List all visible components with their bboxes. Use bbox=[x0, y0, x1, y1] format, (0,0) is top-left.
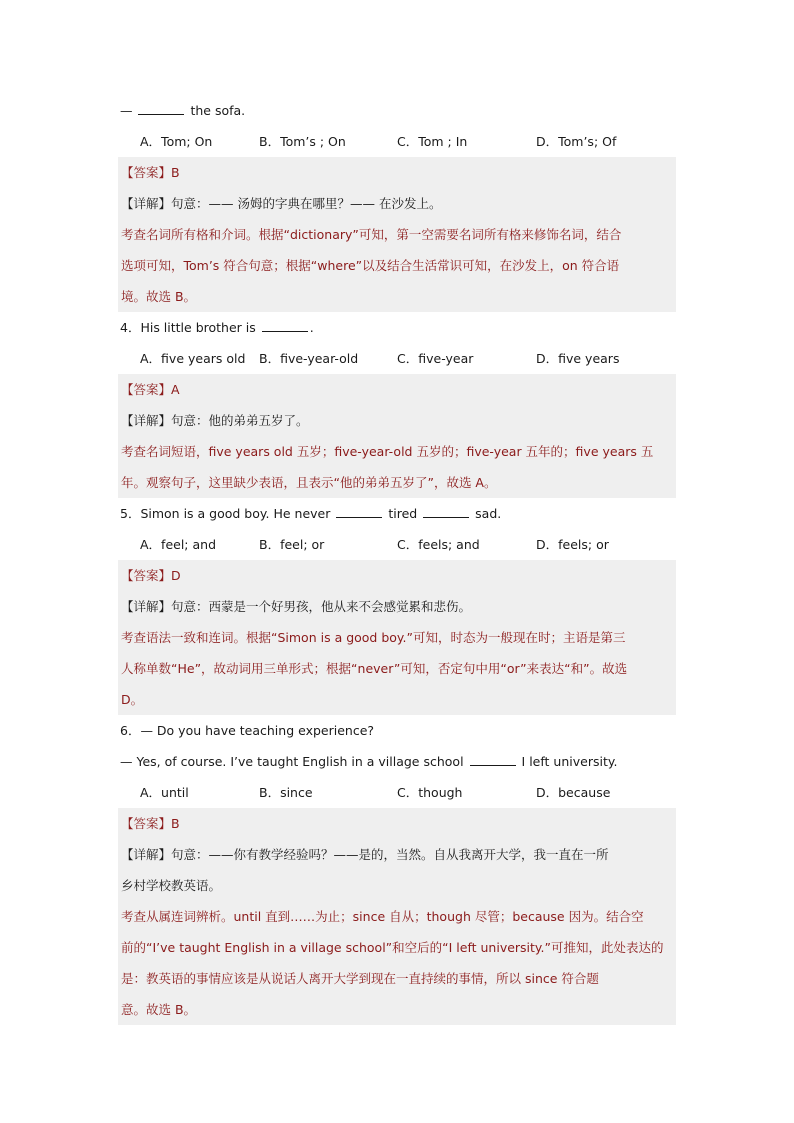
question-5-answer-block bbox=[118, 560, 676, 715]
answer-blank bbox=[336, 505, 382, 518]
option-c: C．though bbox=[397, 785, 463, 800]
detail: 【详解】句意：——你有教学经验吗？——是的，当然。自从我离开大学，我一直在一所 bbox=[118, 839, 676, 870]
question-6-options bbox=[118, 777, 676, 808]
document-page bbox=[118, 95, 676, 1025]
analysis-line: 人称单数“He”，故动词用三单形式；根据“never”可知，否定句中用“or”来表达“和”。故选 bbox=[118, 653, 676, 684]
analysis-line: 前的“I’ve taught English in a village school”和空后的“I left university.”可推知，此处表达的 bbox=[118, 932, 676, 963]
stem-text: tired bbox=[388, 506, 418, 521]
analysis-line: 境。故选 B。 bbox=[118, 281, 676, 312]
analysis-line: 选项可知，Tom’s 符合句意；根据“where”以及结合生活常识可知，在沙发上，on 符合语 bbox=[118, 250, 676, 281]
answer: 【答案】B bbox=[118, 157, 676, 188]
option-d: D．feels; or bbox=[536, 537, 609, 552]
option-b: B．since bbox=[259, 785, 313, 800]
stem-text: the sofa. bbox=[190, 103, 246, 118]
stem-text: — Yes, of course. I’ve taught English in a village school bbox=[120, 754, 464, 769]
option-a: A．five years old bbox=[140, 351, 246, 366]
answer-blank bbox=[138, 102, 184, 115]
option-d: D．because bbox=[536, 785, 611, 800]
question-4-options bbox=[118, 343, 676, 374]
answer: 【答案】D bbox=[118, 560, 676, 591]
question-6-stem: 6．— Do you have teaching experience? bbox=[120, 723, 375, 738]
option-c: C．feels; and bbox=[397, 537, 480, 552]
stem-text: sad. bbox=[475, 506, 502, 521]
question-4-answer-block bbox=[118, 374, 676, 498]
stem-text: . bbox=[309, 320, 314, 335]
stem-text: I left university. bbox=[521, 754, 618, 769]
analysis-line: 意。故选 B。 bbox=[118, 994, 676, 1025]
option-a: A．Tom; On bbox=[140, 134, 213, 149]
option-b: B．Tom’s ; On bbox=[259, 134, 346, 149]
analysis-line: D。 bbox=[118, 684, 676, 715]
answer: 【答案】A bbox=[118, 374, 676, 405]
answer: 【答案】B bbox=[118, 808, 676, 839]
analysis-line: 考查从属连词辨析。until 直到……为止；since 自从；though 尽管；because 因为。结合空 bbox=[118, 901, 676, 932]
analysis-line: 是：教英语的事情应该是从说话人离开大学到现在一直持续的事情，所以 since 符合题 bbox=[118, 963, 676, 994]
question-5-options bbox=[118, 529, 676, 560]
answer-blank bbox=[423, 505, 469, 518]
detail: 【详解】句意：—— 汤姆的字典在哪里？—— 在沙发上。 bbox=[118, 188, 676, 219]
option-a: A．until bbox=[140, 785, 189, 800]
detail: 【详解】句意：他的弟弟五岁了。 bbox=[118, 405, 676, 436]
option-b: B．five-year-old bbox=[259, 351, 359, 366]
question-4-stem bbox=[118, 312, 676, 343]
analysis-line: 年。观察句子，这里缺少表语，且表示“他的弟弟五岁了”，故选 A。 bbox=[118, 467, 676, 498]
option-b: B．feel; or bbox=[259, 537, 325, 552]
option-c: C．five-year bbox=[397, 351, 474, 366]
dash: — bbox=[120, 103, 133, 118]
option-a: A．feel; and bbox=[140, 537, 217, 552]
detail: 【详解】句意：西蒙是一个好男孩，他从来不会感觉累和悲伤。 bbox=[118, 591, 676, 622]
answer-blank bbox=[470, 753, 516, 766]
detail: 乡村学校教英语。 bbox=[118, 870, 676, 901]
question-6-stem-2 bbox=[118, 746, 676, 777]
question-3-answer-block bbox=[118, 157, 676, 312]
stem-text: 5．Simon is a good boy. He never bbox=[120, 506, 331, 521]
question-3-options bbox=[118, 126, 676, 157]
question-5-stem bbox=[118, 498, 676, 529]
stem-text: 4．His little brother is bbox=[120, 320, 256, 335]
question-3-line bbox=[118, 95, 676, 126]
option-c: C．Tom ; In bbox=[397, 134, 468, 149]
analysis-line: 考查语法一致和连词。根据“Simon is a good boy.”可知，时态为一般现在时；主语是第三 bbox=[118, 622, 676, 653]
question-6-answer-block bbox=[118, 808, 676, 1025]
option-d: D．Tom’s; Of bbox=[536, 134, 617, 149]
analysis-line: 考查名词短语，five years old 五岁；five-year-old 五岁的；five-year 五年的；five years 五 bbox=[118, 436, 676, 467]
analysis-line: 考查名词所有格和介词。根据“dictionary”可知，第一空需要名词所有格来修饰名词，结合 bbox=[118, 219, 676, 250]
answer-blank bbox=[262, 319, 308, 332]
option-d: D．five years bbox=[536, 351, 620, 366]
